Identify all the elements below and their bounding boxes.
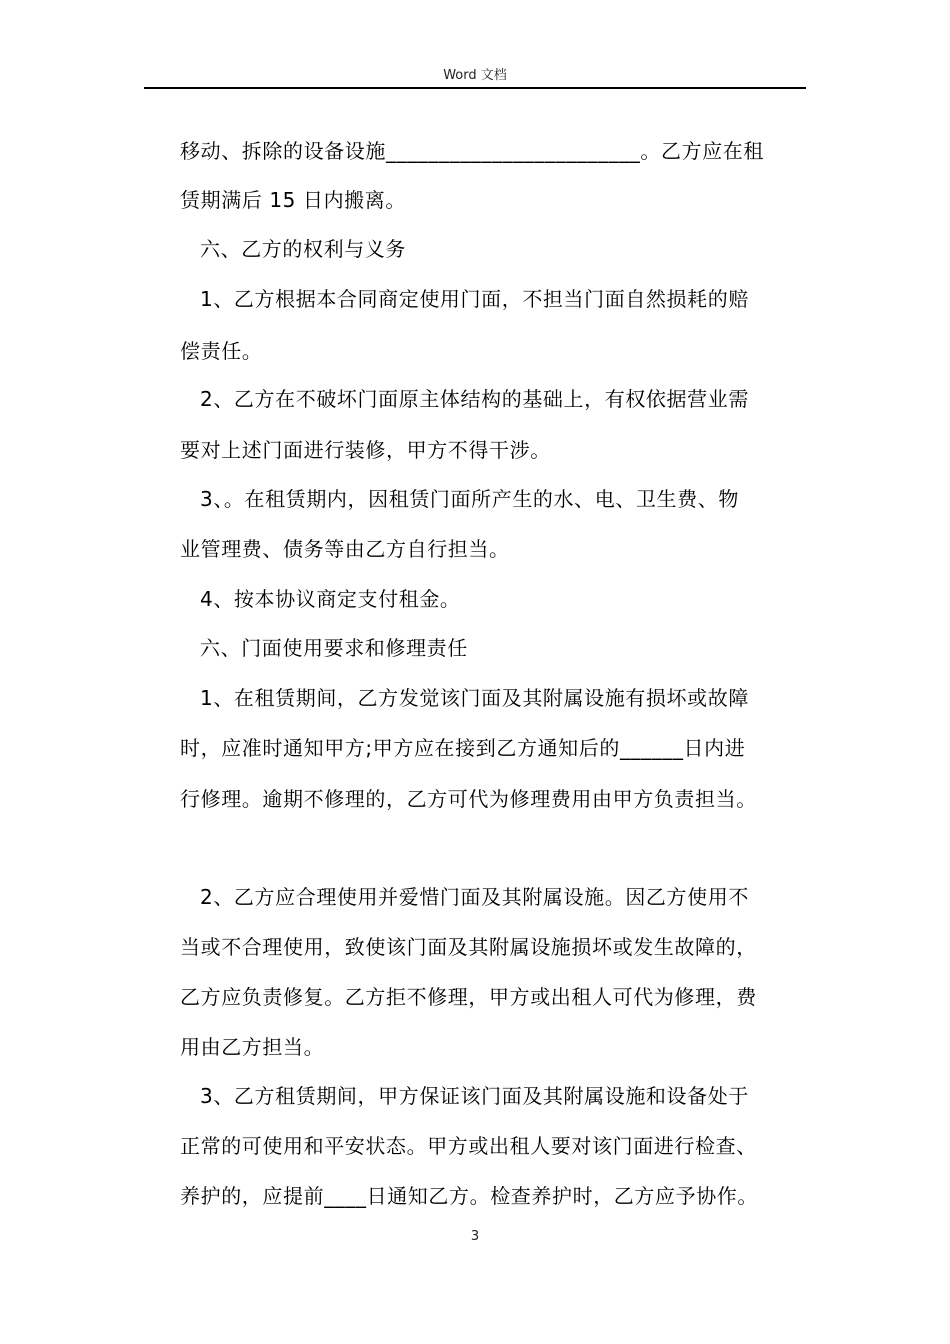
body-line-text: 时，应准时通知甲方;甲方应在接到乙方通知后的______日内进 [180,736,746,760]
page-number: 3 [470,1229,480,1244]
body-line [0,185,950,215]
page-header-title: Word 文档 [443,68,507,83]
body-line-text: 要对上述门面进行装修，甲方不得干涉。 [180,438,551,462]
body-line [0,336,950,366]
body-line-text: 赁期满后 15 日内搬离。 [180,188,406,212]
body-line-text: 偿责任。 [180,339,263,363]
body-line-text: 乙方应负责修复。乙方拒不修理，甲方或出租人可代为修理，费 [180,985,757,1009]
body-line-text: 3、。在租赁期内，因租赁门面所产生的水、电、卫生费、物 [200,487,739,511]
body-line-text: 正常的可使用和平安状态。甲方或出租人要对该门面进行检查、 [180,1134,757,1158]
section-heading [0,234,950,264]
body-line-text: 移动、拆除的设备设施________________________。乙方应在租 [180,139,764,163]
body-line-text: 3、乙方租赁期间，甲方保证该门面及其附属设施和设备处于 [200,1084,749,1108]
body-line-text: 1、在租赁期间，乙方发觉该门面及其附属设施有损坏或故障 [200,686,749,710]
body-line [0,384,950,414]
body-line [0,1131,950,1161]
section-heading-text: 六、门面使用要求和修理责任 [200,636,468,660]
body-line-text: 2、乙方应合理使用并爱惜门面及其附属设施。因乙方使用不 [200,885,749,909]
body-line-text: 4、按本协议商定支付租金。 [200,587,461,611]
header-divider [144,87,806,89]
body-line-text: 养护的，应提前____日通知乙方。检查养护时，乙方应予协作。 [180,1184,758,1208]
body-line [0,932,950,962]
body-line-text: 业管理费、债务等由乙方自行担当。 [180,537,510,561]
body-line [0,982,950,1012]
body-line-text: 用由乙方担当。 [180,1035,325,1059]
body-line [0,683,950,713]
body-line [0,1081,950,1111]
body-line [0,284,950,314]
body-line-text: 2、乙方在不破坏门面原主体结构的基础上，有权依据营业需 [200,387,749,411]
section-heading-text: 六、乙方的权利与义务 [200,237,406,261]
body-line [0,1032,950,1062]
section-heading [0,633,950,663]
body-line-text: 当或不合理使用，致使该门面及其附属设施损坏或发生故障的， [180,935,757,959]
body-line-text: 1、乙方根据本合同商定使用门面，不担当门面自然损耗的赔 [200,287,749,311]
body-line [0,882,950,912]
body-line [0,136,950,166]
body-line [0,784,950,814]
body-line [0,534,950,564]
body-line [0,484,950,514]
body-line [0,584,950,614]
body-line [0,435,950,465]
body-line [0,733,950,763]
body-line [0,1181,950,1211]
body-line-text: 行修理。逾期不修理的，乙方可代为修理费用由甲方负责担当。 [180,787,757,811]
